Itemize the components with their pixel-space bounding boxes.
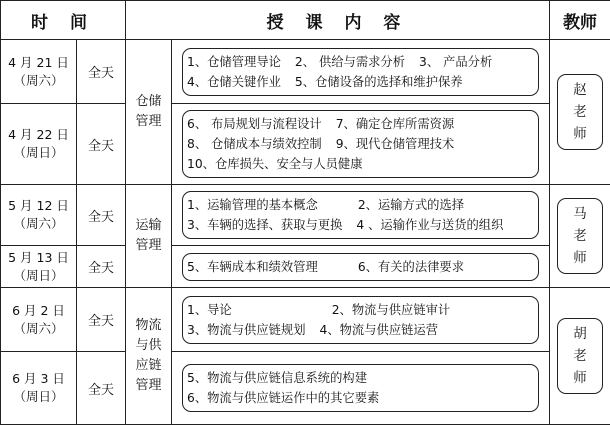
duration: 全天 <box>77 104 126 185</box>
topic-item: 6、物流与供应链运作中的其它要素 <box>187 391 379 405</box>
teacher-char: 老 <box>558 101 602 123</box>
schedule-row <box>1 185 610 246</box>
teacher-char: 胡 <box>558 323 602 345</box>
topic-item: 4、仓储关键作业 <box>187 75 281 89</box>
header-content: 授 课 内 容 <box>126 1 550 40</box>
duration: 全天 <box>77 40 126 104</box>
topic-line <box>187 300 538 320</box>
topic-item: 8、 仓储成本与绩效控制 <box>187 137 322 151</box>
module-line: 与供 <box>126 336 171 356</box>
module-line: 管理 <box>126 376 171 396</box>
date-cell <box>1 104 77 185</box>
topic-line <box>187 154 538 174</box>
duration: 全天 <box>77 185 126 246</box>
schedule-row <box>1 104 610 185</box>
teacher-char: 师 <box>558 123 602 145</box>
topic-item: 3、 产品分析 <box>419 55 492 69</box>
teacher-cell <box>550 40 610 185</box>
topic-item: 4、物流与供应链运营 <box>320 323 439 337</box>
topic-item: 6、有关的法律要求 <box>358 260 464 274</box>
teacher-box <box>557 74 603 150</box>
topic-line <box>187 72 538 92</box>
topic-box <box>182 48 539 96</box>
topic-box <box>182 364 539 412</box>
topic-box <box>182 253 539 281</box>
header-time: 时 间 <box>1 1 126 40</box>
topic-line <box>187 134 538 154</box>
topic-box <box>182 110 539 178</box>
topic-item: 10、仓库损失、安全与人员健康 <box>187 157 363 171</box>
topic-line <box>187 52 538 72</box>
module-line: 管理 <box>126 112 171 132</box>
module-line: 应链 <box>126 356 171 376</box>
schedule-row <box>1 40 610 104</box>
topic-item: 3、车辆的选择、获取与更换 <box>187 218 342 232</box>
weekday: （周六） <box>1 72 76 90</box>
topic-cell <box>172 185 550 246</box>
date-cell <box>1 288 77 352</box>
topic-item: 3、物流与供应链规划 <box>187 323 306 337</box>
topic-cell <box>172 352 550 425</box>
topic-cell <box>172 288 550 352</box>
module-line: 管理 <box>126 236 171 256</box>
teacher-char: 老 <box>558 225 602 247</box>
teacher-char: 马 <box>558 203 602 225</box>
topic-box <box>182 191 539 239</box>
topic-line <box>187 368 538 388</box>
topic-item: 4 、运输作业与送货的组织 <box>356 218 503 232</box>
topic-item: 2、 供给与需求分析 <box>295 55 405 69</box>
topic-item: 5、物流与供应链信息系统的构建 <box>187 371 367 385</box>
topic-line <box>187 195 538 215</box>
date-cell <box>1 185 77 246</box>
duration: 全天 <box>77 246 126 288</box>
weekday: （周日） <box>1 388 76 406</box>
module-line: 物流 <box>126 316 171 336</box>
duration: 全天 <box>77 288 126 352</box>
weekday: （周日） <box>1 267 76 285</box>
weekday: （周六） <box>1 215 76 233</box>
module-line: 仓储 <box>126 92 171 112</box>
topic-line <box>187 320 538 340</box>
topic-cell <box>172 104 550 185</box>
topic-item: 9、现代仓储管理技术 <box>336 137 455 151</box>
teacher-char: 老 <box>558 345 602 367</box>
schedule-row <box>1 288 610 352</box>
weekday: （周六） <box>1 320 76 338</box>
teacher-char: 赵 <box>558 79 602 101</box>
date: 6 月 2 日 <box>1 302 76 320</box>
topic-line <box>187 388 538 408</box>
module-cell <box>126 288 172 425</box>
schedule-row <box>1 246 610 288</box>
teacher-char: 师 <box>558 367 602 389</box>
topic-item: 1、仓储管理导论 <box>187 55 281 69</box>
topic-item: 6、 布局规划与流程设计 <box>187 117 322 131</box>
date: 5 月 13 日 <box>1 249 76 267</box>
teacher-cell <box>550 185 610 288</box>
teacher-box <box>557 198 603 274</box>
date: 6 月 3 日 <box>1 370 76 388</box>
date-cell <box>1 40 77 104</box>
topic-item: 2、运输方式的选择 <box>358 198 464 212</box>
topic-item: 7、确定仓库所需资源 <box>336 117 455 131</box>
date-cell <box>1 352 77 425</box>
module-line: 运输 <box>126 216 171 236</box>
teacher-char: 师 <box>558 247 602 269</box>
topic-cell <box>172 246 550 288</box>
topic-item: 1、导论 <box>187 303 232 317</box>
topic-box <box>182 296 539 344</box>
header-teacher: 教师 <box>550 1 610 40</box>
topic-item: 1、运输管理的基本概念 <box>187 198 318 212</box>
topic-item: 2、物流与供应链审计 <box>332 303 451 317</box>
teacher-cell <box>550 288 610 425</box>
date: 4 月 22 日 <box>1 126 76 144</box>
topic-line <box>187 114 538 134</box>
module-cell <box>126 185 172 288</box>
topic-item: 5、仓储设备的选择和维护保养 <box>295 75 463 89</box>
weekday: （周日） <box>1 144 76 162</box>
date: 5 月 12 日 <box>1 197 76 215</box>
topic-item: 5、车辆成本和绩效管理 <box>187 260 318 274</box>
topic-line <box>187 215 538 235</box>
duration: 全天 <box>77 352 126 425</box>
topic-line <box>187 257 538 277</box>
date-cell <box>1 246 77 288</box>
module-cell <box>126 40 172 185</box>
date: 4 月 21 日 <box>1 54 76 72</box>
teacher-box <box>557 318 603 394</box>
topic-cell <box>172 40 550 104</box>
header-row <box>1 1 610 40</box>
schedule-row <box>1 352 610 425</box>
